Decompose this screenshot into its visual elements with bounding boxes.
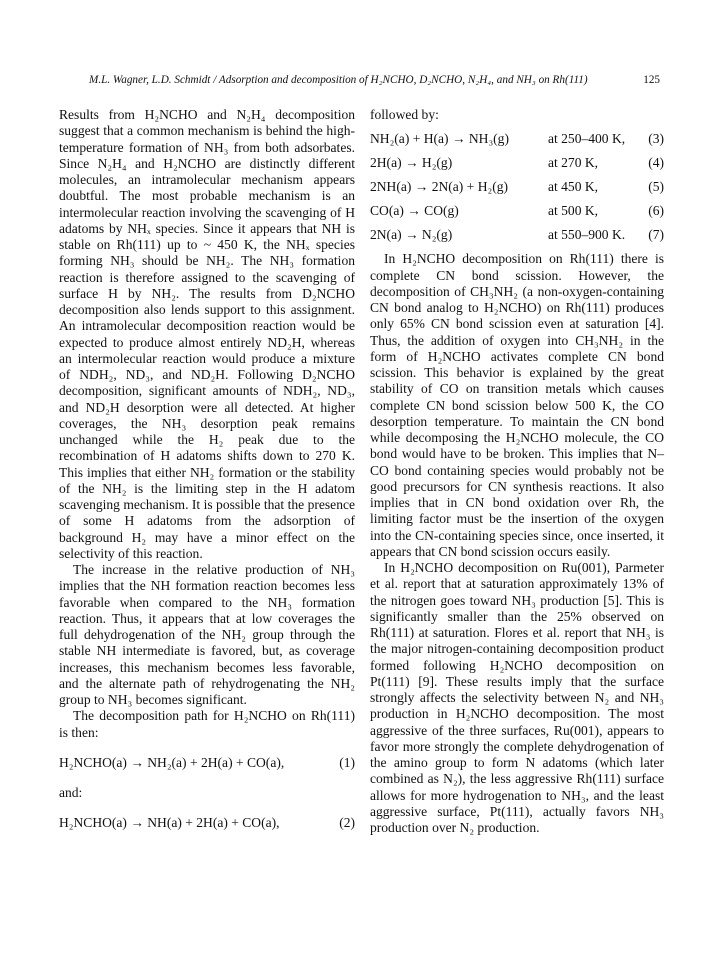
equation-3 (370, 131, 664, 147)
right-column (370, 107, 664, 836)
page-number: 125 (643, 74, 660, 86)
paragraph: In H₂NCHO decomposition on Ru(001), Parmeter et al. report that at saturation approximately 13% of the nitrogen goes toward NH₃ production [5]. This is significantly smaller than the 25% observed on Rh(111) at saturation. Flores et al. report that NH₃ is the major nitrogen-containing decomposition product formed following H₂NCHO decomposition on Pt(111) [9]. These results imply that the surface strongly affects the selectivity between N₂ and NH₃ production in H₂NCHO decomposition. The most aggressive of the three surfaces, Ru(001), appears to favor more strongly the complete dehydrogenation of the amino group to form N adatoms (which later combined as N₂), the less aggressive Rh(111) surface allows for more hydrogenation to NH₃, and the least aggressive surface, Pt(111), actually favors NH₃ production over N₂ production. (370, 560, 664, 835)
equation-number: (1) (339, 754, 355, 770)
paragraph: The increase in the relative production of NH₃ implies that the NH formation reaction becomes less favorable when compared to the NH₃ formation reaction. Thus, it appears that at low coverages the full dehydrogenation of the NH₂ group through the stable NH intermediate is favored, but, as coverage increases, this mechanism becomes less favorable, and the alternate path of rehydrogenating the NH₂ group to NH₃ becomes significant. (59, 562, 355, 707)
equation-number: (5) (648, 179, 664, 195)
equation-text: H₂NCHO(a) → NH(a) + 2H(a) + CO(a), (59, 815, 280, 830)
running-header (89, 74, 660, 87)
paragraph: Results from H₂NCHO and N₂H₄ decomposition suggest that a common mechanism is behind the high-temperature formation of NH₃ from both adsorbates. Since N₂H₄ and H₂NCHO are distinctly different molecules, an intramolecular mechanism appears doubtful. The most probable mechanism is an intermolecular reaction involving the scavenging of H adatoms by NHₓ species. Since it appears that NH is stable on Rh(111) up to ~ 450 K, the NHₓ species forming NH₃ should be NH₂. The NH₃ formation reaction is therefore assigned to the scavenging of surface H by NH₂. The results from D₂NCHO decomposition also lends support to this assignment. An intramolecular decomposition reaction would be expected to produce almost entirely ND₂H, whereas an intermolecular reaction would produce a mixture of NDH₂, ND₃, and ND₂H. Following D₂NCHO decomposition, significant amounts of NDH₂, ND₃, and ND₂H desorption were all detected. At higher coverages, the NH₃ desorption peak remains unchanged while the H₂ peak due to the recombination of H adatoms shifts down to 270 K. This implies that either NH₂ formation or the stability of the NH₂ is the limiting step in the H adatom scavenging mechanism. It is possible that the presence of some H adatoms from the adsorption of background H₂ may have a minor effect on the selectivity of this reaction. (59, 107, 355, 561)
connector-text: followed by: (370, 107, 439, 122)
equation-text: NH₂(a) + H(a) → NH₃(g) (370, 131, 509, 147)
equation-text: H₂NCHO(a) → NH₂(a) + 2H(a) + CO(a), (59, 754, 285, 770)
equation-text: 2N(a) → N₂(g) (370, 227, 453, 243)
equation-number: (4) (648, 155, 664, 171)
left-column (59, 107, 355, 831)
paragraph: In H₂NCHO decomposition on Rh(111) there is complete CN bond scission. However, the decomposition of CH₃NH₂ (a non-oxygen-containing CN bond analog to H₂NCHO) on Rh(111) produces only 65% CN bond scission even at saturation [4]. Thus, the addition of oxygen into CH₃NH₂ in the form of H₂NCHO activates complete CN bond scission. This behavior is explained by the great stability of CO on transition metals which causes complete CN bond scission below 500 K, the CO desorption temperature. To maintain the CN bond while decomposing the H₂NCHO molecule, the CO bond would have to be broken. This implies that N–CO bond containing species would probably not be good precursors for CN synthesis reactions. It also implies that in CN bond oxidation over Rh, the limiting factor must be the insertion of the oxygen into the CN-containing species since, once inserted, it appears that CN bond scission occurs easily. (370, 251, 664, 559)
equation-7 (370, 227, 664, 243)
equation-6 (370, 203, 664, 219)
equation-condition: at 250–400 K, (548, 131, 626, 147)
equation-2 (59, 815, 355, 831)
equation-number: (2) (339, 815, 355, 830)
equation-condition: at 450 K, (548, 179, 599, 195)
connector-text: and: (59, 784, 83, 800)
equation-number: (7) (648, 227, 664, 243)
equation-text: 2NH(a) → 2N(a) + H₂(g) (370, 179, 509, 195)
running-head: M.L. Wagner, L.D. Schmidt / Adsorption and decomposition of H₂NCHO, D₂NCHO, N₂H₄, and NH₃ on Rh(111) (89, 74, 588, 86)
equation-number: (6) (648, 203, 664, 219)
equation-condition: at 270 K, (548, 155, 599, 171)
equation-5 (370, 179, 664, 195)
equation-text: 2H(a) → H₂(g) (370, 155, 453, 171)
equation-condition: at 550–900 K. (548, 227, 626, 243)
equation-condition: at 500 K, (548, 203, 599, 219)
equation-4 (370, 155, 664, 171)
equation-1 (59, 755, 355, 771)
paragraph: The decomposition path for H₂NCHO on Rh(111) is then: (59, 708, 355, 740)
equation-number: (3) (648, 131, 664, 147)
equation-text: CO(a) → CO(g) (370, 203, 459, 219)
